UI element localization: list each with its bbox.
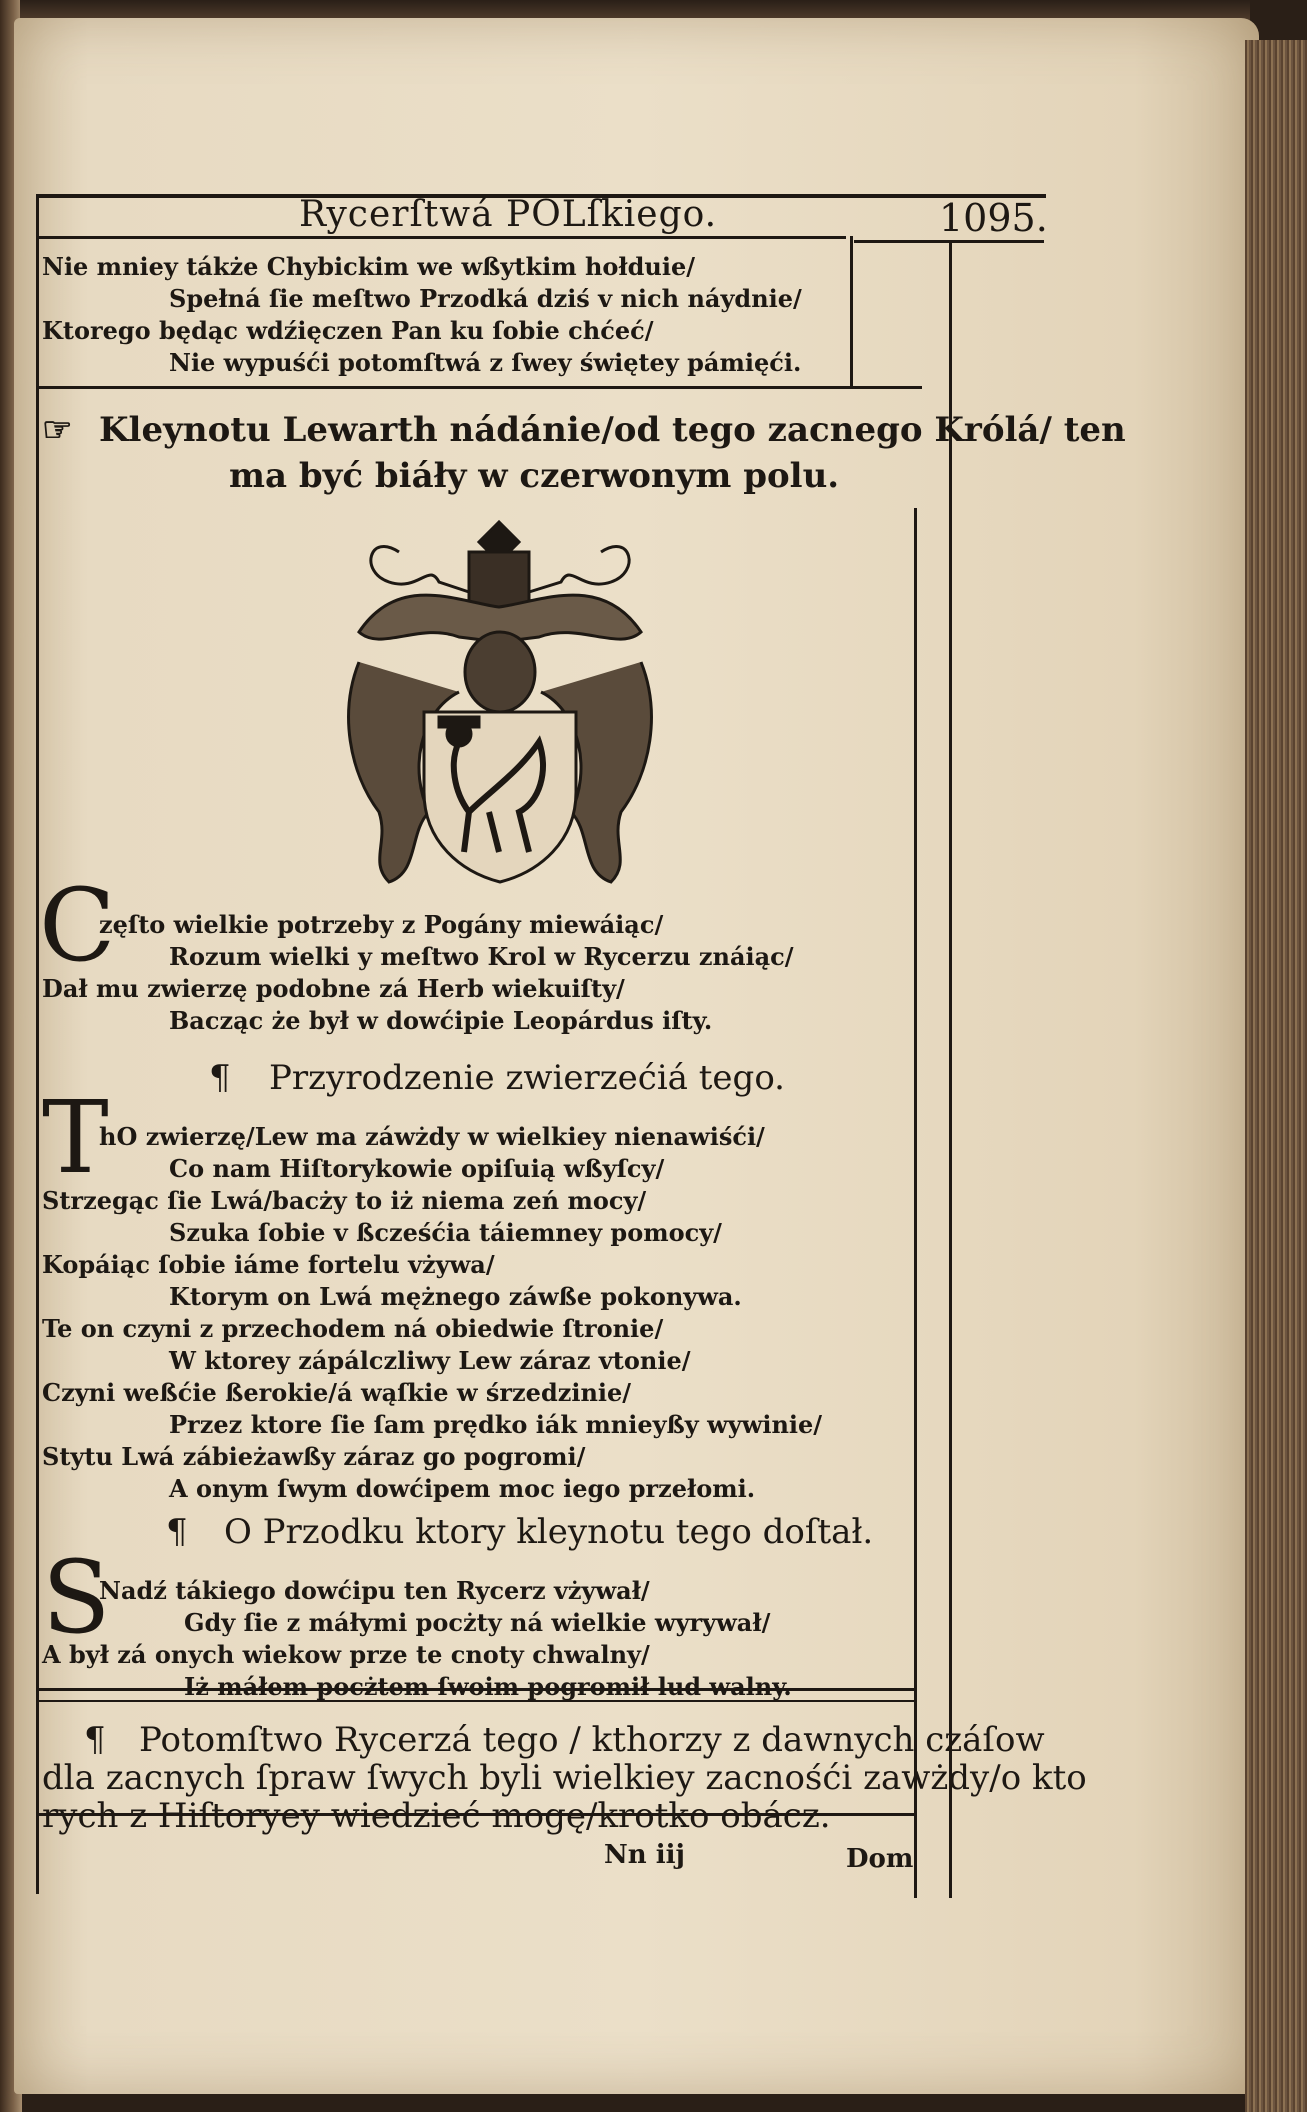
book-page <box>14 18 1259 2094</box>
footer-note-line: rych z Hiſtoryey wiedzieć mogę/krotko obácz. <box>42 1796 831 1836</box>
verse-t-line: Szuka ſobie v ßcześćia táiemney pomocy/ <box>169 1218 722 1247</box>
drop-initial-s: S <box>42 1539 111 1656</box>
top-verse-bottom-rule <box>36 386 922 389</box>
verse-c-line: Bacząc że był w dowćipie Leopárdus iſty. <box>169 1006 713 1035</box>
page-edges <box>1245 40 1307 2112</box>
footer-note-line: Potomſtwo Rycerzá tego / kthorzy z dawnych czáſow <box>139 1720 1045 1760</box>
verse-s-line: A był zá onych wiekow prze te cnoty chwalny/ <box>42 1640 650 1669</box>
folio-number: 1095. <box>939 196 1048 240</box>
top-verse-line: Spełná ſie meſtwo Przodká dziś v nich náydnie/ <box>169 284 802 313</box>
drop-initial-t: T <box>42 1079 109 1196</box>
pilcrow-mark: ¶ <box>209 1058 231 1098</box>
verse-c-line: zęſto wielkie potrzeby z Pogány miewáiąc/ <box>99 910 664 939</box>
verse-t-line: hO zwierzę/Lew ma záwżdy w wielkiey nienawiśći/ <box>99 1122 765 1151</box>
verse-t-line: Strzegąc ſie Lwá/bacży to iż niema zeń mocy/ <box>42 1186 647 1215</box>
heading-ancestor: O Przodku ktory kleynotu tego doſtał. <box>224 1512 874 1552</box>
top-verse-line: Nie mniey tákże Chybickim we wßytkim hołduie/ <box>42 252 696 281</box>
verse-t-line: W ktorey zápálczliwy Lew záraz vtonie/ <box>169 1346 691 1375</box>
section-title-line2: ma być biáły w czerwonym polu. <box>229 456 840 496</box>
verse-s-line: Nadź tákiego dowćipu ten Rycerz vżywał/ <box>99 1576 650 1605</box>
verse-t-line: Kopáiąc ſobie iáme fortelu vżywa/ <box>42 1250 495 1279</box>
header-bottom-rule <box>36 236 846 239</box>
verse-t-line: Czyni weßćie ßerokie/á wąſkie w śrzedzinie/ <box>42 1378 632 1407</box>
verse-t-line: Stytu Lwá zábieżawßy záraz go pogromi/ <box>42 1442 586 1471</box>
pilcrow-mark: ¶ <box>84 1720 106 1760</box>
hand-mark: ☞ <box>42 410 73 450</box>
signature-mark: Nn iij <box>604 1840 685 1870</box>
frame-left-rule <box>36 194 39 1894</box>
section-title-line1: Kleynotu Lewarth nádánie/od tego zacnego Królá/ ten <box>99 410 1126 450</box>
running-title: Rycerſtwá POLſkiego. <box>299 194 718 235</box>
drop-initial-c: C <box>39 867 116 984</box>
verse-t-line: Te on czyni z przechodem ná obiedwie ſtronie/ <box>42 1314 664 1343</box>
verse-c-line: Rozum wielki y meſtwo Krol w Rycerzu znáiąc/ <box>169 942 794 971</box>
footer-note-line: dla zacnych ſpraw ſwych byli wielkiey zacnośći zawżdy/o kto <box>42 1758 1087 1798</box>
verse-t-line: Przez ktore ſie ſam prędko iák mnieyßy wywinie/ <box>169 1410 823 1439</box>
catchword: Dom <box>846 1844 914 1874</box>
verse-c-line: Dał mu zwierzę podobne zá Herb wiekuiſty/ <box>42 974 625 1003</box>
right-outer-rule <box>949 243 952 1898</box>
verse-t-line: A onym ſwym dowćipem moc iego przełomi. <box>169 1474 756 1503</box>
coat-of-arms-leopard-icon <box>339 512 661 892</box>
verse-t-line: Ktorym on Lwá mężnego záwße pokonywa. <box>169 1282 742 1311</box>
top-verse-line: Ktorego będąc wdźięczen Pan ku ſobie chćeć/ <box>42 316 654 345</box>
top-verse-line: Nie wypuśći potomſtwá z ſwey świętey pámięći. <box>169 348 802 377</box>
pilcrow-mark: ¶ <box>166 1512 188 1552</box>
heading-nature: Przyrodzenie zwierzećiá tego. <box>269 1058 785 1098</box>
verse-t-line: Co nam Hiſtorykowie opiſuią wßyſcy/ <box>169 1154 665 1183</box>
column-rule <box>850 236 853 386</box>
verse-s-line: Gdy ſie z máłymi pocżty ná wielkie wyrywał/ <box>184 1608 771 1637</box>
verse-s-line: Iż máłem pocżtem ſwoim pogromił lud walny. <box>184 1672 792 1701</box>
